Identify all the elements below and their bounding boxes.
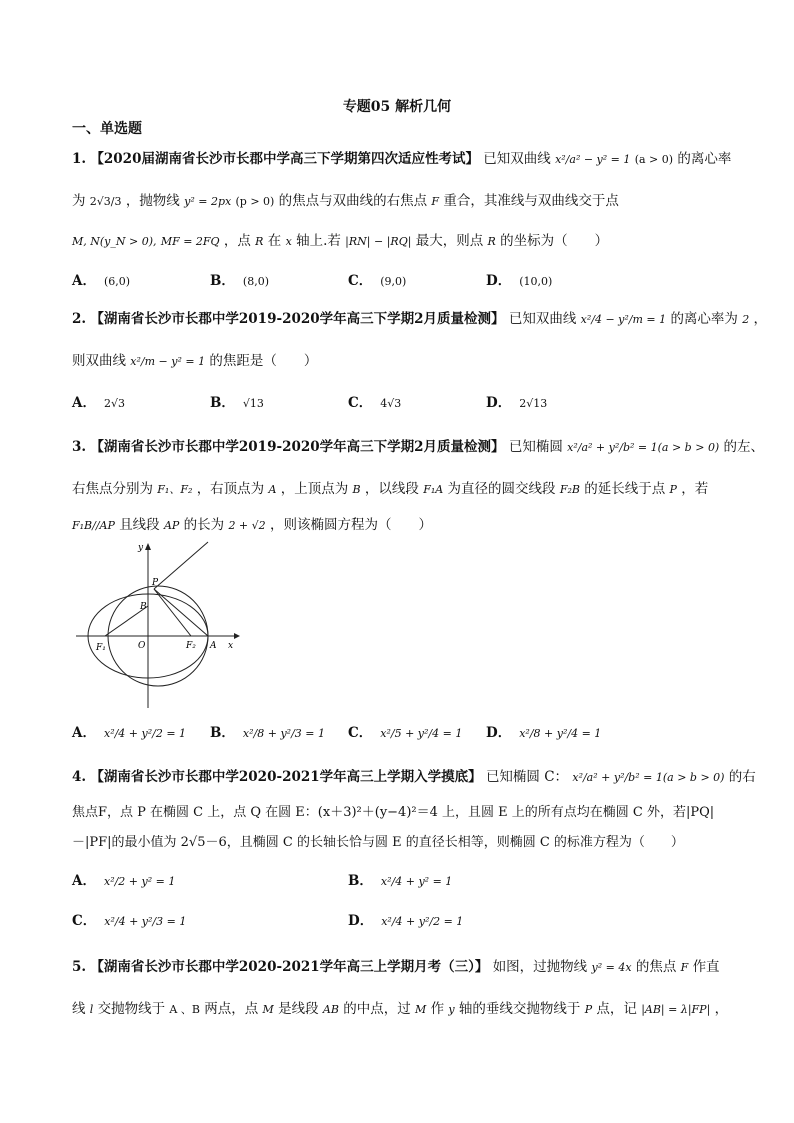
section-heading: 一、单选题: [72, 121, 142, 137]
extension-line: [154, 542, 208, 589]
q3-text: ，右顶点为: [196, 481, 265, 497]
option-label: B．: [210, 273, 235, 289]
q5-text: 线: [72, 1001, 86, 1017]
q4-option-b[interactable]: [348, 870, 452, 893]
q3-line-3: [72, 514, 732, 538]
q3-text: 为直径的圆交线段: [447, 481, 556, 497]
q1-option-b[interactable]: [210, 270, 269, 293]
option-text: x²/5 + y²/4 = 1: [380, 727, 463, 740]
q5-var: AB: [322, 1003, 339, 1016]
option-text: x²/4 + y²/3 = 1: [104, 915, 187, 928]
q1-var: F: [431, 195, 440, 208]
option-text: (10,0): [519, 275, 553, 288]
option-text: √13: [242, 397, 264, 410]
q2-text: 已知双曲线: [508, 311, 577, 327]
q1-number: 1.: [72, 151, 87, 167]
q1-text: 的焦点与双曲线的右焦点: [278, 193, 428, 209]
q1-text: 在: [267, 233, 282, 249]
q2-text: ，: [753, 311, 768, 327]
q2-line-1: [72, 308, 768, 332]
q1-source: 【2020届湖南省长沙市长郡中学高三下学期第四次适应性考试】: [90, 151, 479, 167]
option-text: x²/4 + y²/2 = 1: [381, 915, 464, 928]
option-label: C．: [72, 913, 97, 929]
q3-line-2: [72, 478, 732, 502]
q3-option-c[interactable]: [348, 722, 462, 745]
q1-option-a[interactable]: [72, 270, 130, 293]
label-y: y: [138, 543, 144, 553]
q1-var: R: [487, 235, 496, 248]
option-label: A．: [72, 873, 96, 889]
q5-text: 是线段: [278, 1001, 319, 1017]
q3-ellipse: x²/a² + y²/b² = 1(a > b > 0): [567, 441, 720, 454]
q5-var: y: [448, 1003, 455, 1016]
label-b: B: [140, 602, 147, 612]
option-text: 4√3: [380, 397, 402, 410]
q1-text: 为: [72, 193, 86, 209]
q2-option-b[interactable]: [210, 392, 264, 415]
q3-text: ，则该椭圆方程为（ ）: [269, 517, 432, 533]
option-label: D．: [486, 395, 512, 411]
q1-text: 的坐标为（ ）: [500, 233, 609, 249]
q1-option-d[interactable]: [486, 270, 552, 293]
option-label: B．: [210, 395, 235, 411]
label-p: P: [152, 578, 159, 588]
q2-option-c[interactable]: [348, 392, 401, 415]
q4-options-row-1: [72, 870, 732, 898]
option-text: x²/8 + y²/4 = 1: [519, 727, 602, 740]
q5-var: A 、B: [169, 1003, 200, 1016]
option-label: D．: [486, 725, 512, 741]
q3-text: 的延长线于点: [584, 481, 666, 497]
option-label: A．: [72, 395, 96, 411]
q5-var: P: [584, 1003, 593, 1016]
q1-options: [72, 270, 732, 298]
label-o: O: [138, 641, 146, 651]
q4-option-c[interactable]: [72, 910, 186, 933]
q3-text: 的左、: [723, 439, 765, 455]
q3-text: 且线段: [119, 517, 160, 533]
q3-var: B: [352, 483, 361, 496]
q5-number: 5.: [72, 959, 87, 975]
q5-line-2: [72, 998, 732, 1022]
q4-option-d[interactable]: [348, 910, 463, 933]
q2-option-a[interactable]: [72, 392, 125, 415]
q3-var: A: [268, 483, 277, 496]
q1-vector: MF = 2FQ: [160, 235, 220, 248]
option-text: x²/4 + y²/2 = 1: [103, 727, 187, 740]
q2-number: 2.: [72, 311, 87, 327]
q3-source: 【湖南省长沙市长郡中学2019-2020学年高三下学期2月质量检测】: [90, 439, 505, 455]
q2-options: [72, 392, 732, 420]
q4-line-1: [72, 766, 756, 790]
q2-text: 的离心率为: [670, 311, 738, 327]
ellipse-figure: [74, 540, 244, 710]
option-text: 2√13: [519, 397, 548, 410]
q1-line-3: [72, 230, 732, 254]
q4-ellipse: x²/a² + y²/b² = 1(a > b > 0): [572, 771, 725, 784]
q3-var: P: [669, 483, 677, 496]
q3-var: F₂B: [559, 483, 580, 496]
q2-text: 的焦距是（ ）: [209, 353, 318, 369]
q5-var: M: [262, 1003, 274, 1016]
q5-text: 的焦点: [635, 959, 677, 975]
option-label: D．: [486, 273, 512, 289]
q2-ecc: 2: [742, 313, 750, 326]
q2-source: 【湖南省长沙市长郡中学2019-2020学年高三下学期2月质量检测】: [90, 311, 505, 327]
q2-option-d[interactable]: [486, 392, 547, 415]
q2-hyperbola: x²/4 − y²/m = 1: [580, 313, 667, 326]
q3-text: 右焦点分别为: [72, 481, 153, 497]
q4-line-3: [72, 832, 732, 856]
option-label: C．: [348, 725, 373, 741]
q3-text: ，若: [681, 481, 709, 497]
q1-text: 轴上.若: [296, 233, 341, 249]
q3-text: ，以线段: [364, 481, 419, 497]
option-label: C．: [348, 395, 373, 411]
q1-parabola: y² = 2px: [184, 195, 232, 208]
q3-options: [72, 722, 732, 750]
q1-var: x: [285, 235, 292, 248]
q3-text: ，上顶点为: [280, 481, 349, 497]
q5-text: 两点，点: [204, 1001, 259, 1017]
q3-text: 的长为: [183, 517, 225, 533]
option-label: D．: [348, 913, 374, 929]
q3-foci: F₁、F₂: [157, 483, 193, 496]
q5-source: 【湖南省长沙市长郡中学2020-2021学年高三上学期月考（三）】: [90, 959, 489, 975]
option-text: (8,0): [242, 275, 269, 288]
q5-text: 如图，过抛物线: [492, 959, 588, 975]
q5-text: ，: [714, 1001, 729, 1017]
option-label: A．: [72, 725, 96, 741]
option-label: B．: [210, 725, 235, 741]
q1-points: M, N(y_N > 0),: [72, 235, 157, 248]
q2-text: 则双曲线: [72, 353, 126, 369]
q1-cond: (p > 0): [235, 195, 275, 208]
x-axis-arrow: [234, 633, 240, 639]
q3-var: F₁A: [423, 483, 444, 496]
q3-number: 3.: [72, 439, 87, 455]
q3-parallel: F₁B//AP: [72, 519, 115, 532]
q5-var: F: [680, 961, 689, 974]
q5-text: 的中点，过: [343, 1001, 411, 1017]
q3-option-d[interactable]: [486, 722, 601, 745]
q1-text: ，点: [223, 233, 251, 249]
option-text: x²/2 + y² = 1: [103, 875, 176, 888]
q1-line-1: [72, 148, 732, 172]
q4-option-a[interactable]: [72, 870, 175, 893]
q1-text: 已知双曲线: [483, 151, 551, 167]
q1-text: ，抛物线: [125, 193, 180, 209]
q5-text: 轴的垂线交抛物线于: [458, 1001, 581, 1017]
label-f2: F₂: [186, 641, 196, 651]
label-a: A: [210, 641, 217, 651]
q1-line-2: [72, 190, 732, 214]
y-axis-arrow: [145, 543, 151, 550]
option-label: A．: [72, 273, 96, 289]
q5-text: 点，记: [596, 1001, 637, 1017]
option-text: 2√3: [103, 397, 125, 410]
q1-option-c[interactable]: [348, 270, 406, 293]
q5-parabola: y² = 4x: [591, 961, 632, 974]
option-text: x²/8 + y²/3 = 1: [242, 727, 325, 740]
q4-number: 4.: [72, 769, 87, 785]
q5-var: M: [415, 1003, 427, 1016]
q1-eccentricity: 2√3/3: [89, 195, 122, 208]
q3-option-a[interactable]: [72, 722, 186, 745]
q4-source: 【湖南省长沙市长郡中学2020-2021学年高三上学期入学摸底】: [90, 769, 482, 785]
q1-text: 的离心率: [677, 151, 732, 167]
q5-text: 作直: [692, 959, 720, 975]
option-text: (6,0): [103, 275, 131, 288]
q5-text: 交抛物线于: [97, 1001, 166, 1017]
q4-text: 的右: [728, 769, 756, 785]
q5-relation: |AB| = λ|FP|: [641, 1003, 711, 1016]
q5-text: 作: [430, 1001, 445, 1017]
q3-line-1: [72, 436, 765, 460]
option-text: (9,0): [380, 275, 407, 288]
q3-length: 2 + √2: [228, 519, 266, 532]
segment-f2p: [154, 589, 191, 636]
q2-line-2: [72, 350, 732, 374]
q4-text: －|PF|的最小值为 2√5－6，且椭圆 C 的长轴长恰与圆 E 的直径长相等，则椭圆 C 的标准方程为（ ）: [72, 835, 684, 850]
q3-option-b[interactable]: [210, 722, 325, 745]
q4-text: 已知椭圆 C：: [485, 769, 569, 785]
q1-cond: (a > 0): [634, 153, 674, 166]
q3-var: AP: [163, 519, 180, 532]
q5-var: l: [89, 1003, 94, 1016]
q4-line-2: [72, 802, 732, 826]
q1-expr: |RN| − |RQ|: [345, 235, 412, 248]
q3-text: 已知椭圆: [508, 439, 563, 455]
segment-ap: [154, 589, 208, 636]
page-title: 专题05 解析几何: [342, 99, 452, 115]
q4-options-row-2: [72, 910, 732, 938]
option-label: C．: [348, 273, 373, 289]
label-f1: F₁: [96, 643, 106, 653]
option-text: x²/4 + y² = 1: [380, 875, 453, 888]
q2-hyperbola-2: x²/m − y² = 1: [130, 355, 206, 368]
label-x: x: [228, 641, 234, 651]
q1-text: 最大，则点: [415, 233, 484, 249]
q1-text: 重合，其准线与双曲线交于点: [443, 193, 619, 209]
q4-text: 焦点F，点 P 在椭圆 C 上，点 Q 在圆 E：(x＋3)²＋(y−4)²＝4 上，且圆 E 上的所有点均在椭圆 C 外，若|PQ|: [72, 805, 715, 820]
q1-var: R: [255, 235, 264, 248]
q1-hyperbola: x²/a² − y² = 1: [555, 153, 631, 166]
q5-line-1: [72, 956, 732, 980]
option-label: B．: [348, 873, 373, 889]
